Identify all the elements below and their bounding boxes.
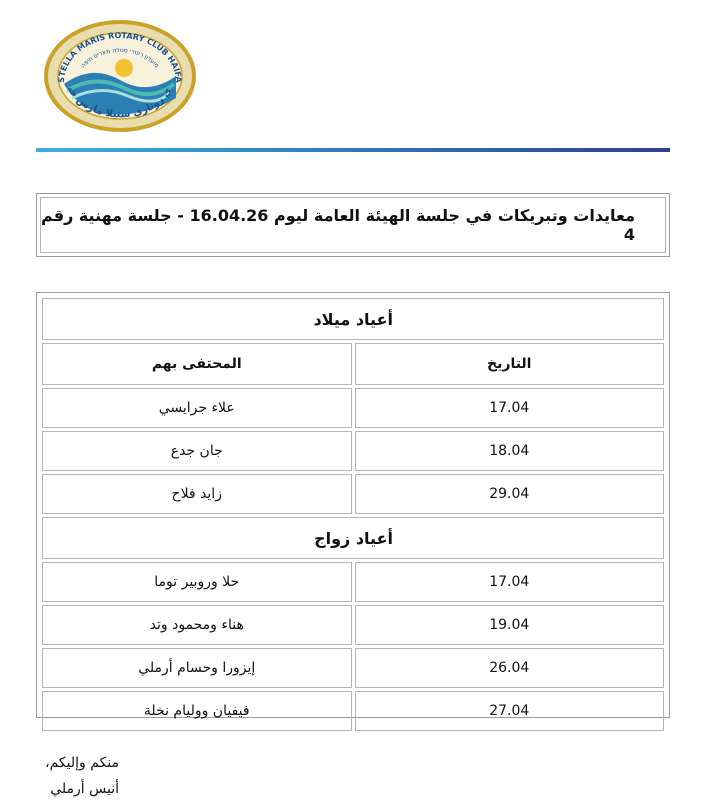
date-cell: 29.04: [355, 474, 665, 514]
title-box: [36, 193, 670, 257]
anniversaries-heading: أعياد زواج: [42, 517, 664, 559]
table-row: [42, 648, 664, 688]
birthdays-section-row: [42, 298, 664, 340]
date-cell: 19.04: [355, 605, 665, 645]
table-row: [42, 691, 664, 731]
logo-text-hebrew: מועדון רוטרי סטלה מאריס חיפה: [79, 46, 161, 70]
table-row: [42, 388, 664, 428]
signature-name: أنيس أرملي: [50, 781, 119, 797]
celebrations-table: [36, 292, 670, 718]
birthdays-heading: أعياد ميلاد: [42, 298, 664, 340]
anniversaries-section-row: [42, 517, 664, 559]
name-cell: إيزورا وحسام أرملي: [42, 648, 352, 688]
date-cell: 17.04: [355, 388, 665, 428]
date-cell: 27.04: [355, 691, 665, 731]
table-row: [42, 431, 664, 471]
date-cell: 17.04: [355, 562, 665, 602]
club-logo: [42, 18, 198, 134]
date-column-header: التاريخ: [355, 343, 665, 385]
date-cell: 26.04: [355, 648, 665, 688]
name-cell: علاء جرايسي: [42, 388, 352, 428]
name-cell: زايد فلاح: [42, 474, 352, 514]
header-divider: [36, 148, 670, 152]
name-column-header: المحتفى بهم: [42, 343, 352, 385]
column-header-row: [42, 343, 664, 385]
name-cell: حلا وروبير توما: [42, 562, 352, 602]
closing-signature: [45, 750, 119, 802]
logo-text-english: STELLA MARIS ROTARY CLUB HAIFA: [56, 30, 184, 83]
closing-greeting: منكم وإليكم،: [45, 755, 119, 771]
name-cell: جان جدع: [42, 431, 352, 471]
date-cell: 18.04: [355, 431, 665, 471]
table-row: [42, 562, 664, 602]
logo-text-arabic: ي روتاري ستيلا مارس حي: [65, 84, 175, 121]
page-title: معايدات وتبريكات في جلسة الهيئة العامة ليوم 16.04.26 - جلسة مهنية رقم 4: [40, 197, 666, 253]
name-cell: فيفيان ووليام نخلة: [42, 691, 352, 731]
table-row: [42, 474, 664, 514]
table-row: [42, 605, 664, 645]
name-cell: هناء ومحمود وتد: [42, 605, 352, 645]
